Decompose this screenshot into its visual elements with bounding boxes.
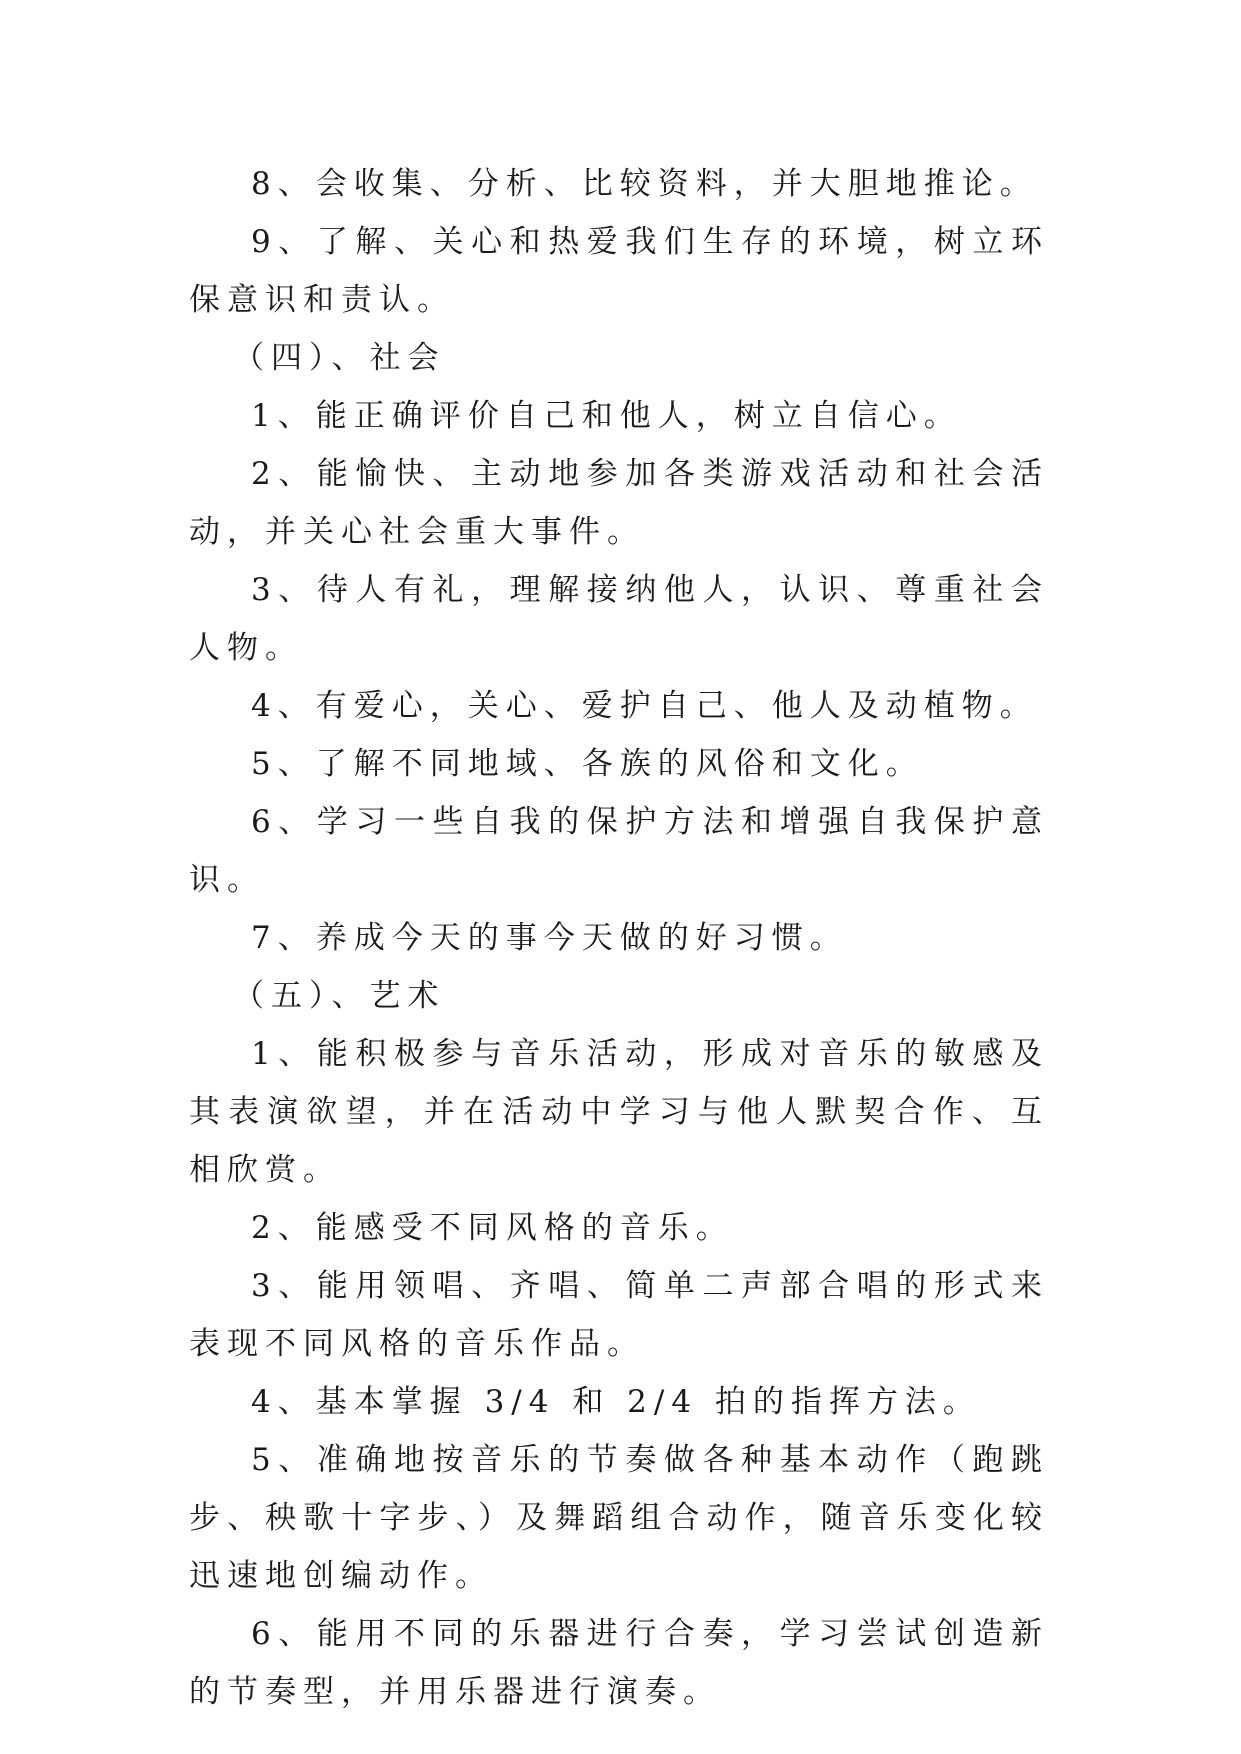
section-heading-art: （五）、艺术 [233, 978, 446, 1014]
document-body [189, 155, 1049, 1721]
paragraph-social-4: 4、有爱心，关心、爱护自己、他人及动植物。 [251, 688, 1038, 724]
paragraph-art-3: 3、能用领唱、齐唱、简单二声部合唱的形式来表现不同风格的音乐作品。 [189, 1268, 1049, 1362]
paragraph-art-2: 2、能感受不同风格的音乐。 [251, 1210, 734, 1246]
paragraph-item-9: 9、了解、关心和热爱我们生存的环境，树立环保意识和责认。 [189, 224, 1049, 318]
paragraph-art-1: 1、能积极参与音乐活动，形成对音乐的敏感及其表演欲望，并在活动中学习与他人默契合作、互相欣赏。 [189, 1036, 1049, 1188]
paragraph-social-6: 6、学习一些自我的保护方法和增强自我保护意识。 [189, 804, 1049, 898]
section-heading-social: （四）、社会 [233, 340, 446, 376]
paragraph-art-5: 5、准确地按音乐的节奏做各种基本动作（跑跳步、秧歌十字步、）及舞蹈组合动作，随音乐变化较迅速地创编动作。 [189, 1442, 1049, 1594]
paragraph-social-1: 1、能正确评价自己和他人，树立自信心。 [251, 398, 962, 434]
paragraph-item-8: 8、会收集、分析、比较资料，并大胆地推论。 [251, 166, 1038, 202]
paragraph-art-6: 6、能用不同的乐器进行合奏，学习尝试创造新的节奏型，并用乐器进行演奏。 [189, 1616, 1049, 1710]
paragraph-social-7: 7、养成今天的事今天做的好习惯。 [251, 920, 848, 956]
paragraph-social-5: 5、了解不同地域、各族的风俗和文化。 [251, 746, 924, 782]
paragraph-social-3: 3、待人有礼，理解接纳他人，认识、尊重社会人物。 [189, 572, 1049, 666]
paragraph-social-2: 2、能愉快、主动地参加各类游戏活动和社会活动，并关心社会重大事件。 [189, 456, 1049, 550]
paragraph-art-4: 4、基本掌握 3/4 和 2/4 拍的指挥方法。 [251, 1384, 981, 1420]
